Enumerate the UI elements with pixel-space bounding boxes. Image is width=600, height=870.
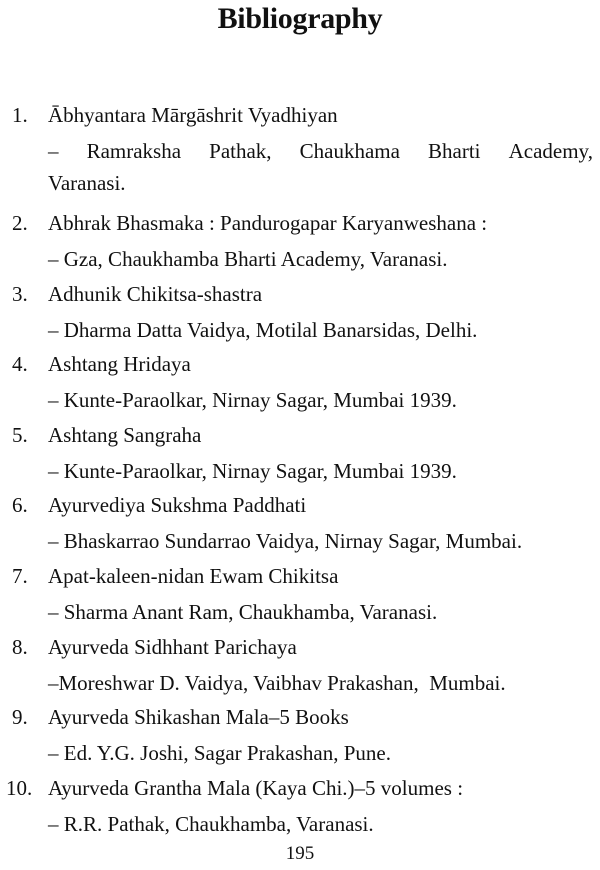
- bibliography-entry: [0, 279, 600, 350]
- bibliography-entry: [0, 773, 600, 844]
- bibliography-entry: [0, 490, 600, 561]
- bibliography-entry: [0, 349, 600, 420]
- page-number: 195: [285, 843, 315, 864]
- detail-word: Pathak,: [209, 139, 272, 163]
- entry-detail: – Sharma Anant Ram, Chaukhamba, Varanasi.: [48, 599, 438, 624]
- entry-detail: –Moreshwar D. Vaidya, Vaibhav Prakashan, Mumbai.: [48, 670, 506, 695]
- bibliography-entry: [0, 561, 600, 632]
- entry-number: 6.: [12, 493, 28, 518]
- entry-detail-continuation: Varanasi.: [48, 171, 126, 195]
- detail-word: –: [48, 139, 59, 163]
- bibliography-entry: [0, 100, 600, 208]
- entry-title: Ashtang Sangraha: [48, 422, 202, 447]
- entry-number: 1.: [12, 103, 28, 127]
- entry-detail: – Bhaskarrao Sundarrao Vaidya, Nirnay Sagar, Mumbai.: [48, 529, 523, 554]
- entry-number: 4.: [12, 352, 28, 377]
- entry-number: 8.: [12, 634, 28, 659]
- detail-word: Ramraksha: [86, 139, 182, 163]
- entry-title: Apat-kaleen-nidan Ewam Chikitsa: [48, 563, 339, 588]
- entry-number: 9.: [12, 705, 28, 730]
- page-title: Bibliography: [217, 2, 383, 35]
- entry-number: 10.: [6, 775, 33, 800]
- entry-number: 3.: [12, 281, 28, 306]
- entry-title: Adhunik Chikitsa-shastra: [48, 281, 263, 306]
- bibliography-entry: [0, 208, 600, 279]
- detail-word: Academy,: [508, 139, 593, 163]
- bibliography-entry: [0, 632, 600, 703]
- entry-title: Ayurveda Shikashan Mala–5 Books: [48, 705, 349, 730]
- bibliography-entry: [0, 420, 600, 491]
- detail-word: Chaukhama: [299, 139, 400, 163]
- entry-detail: – Gza, Chaukhamba Bharti Academy, Varanasi.: [48, 247, 448, 271]
- entry-detail: – Kunte-Paraolkar, Nirnay Sagar, Mumbai 1939.: [48, 388, 457, 413]
- entry-detail: – Kunte-Paraolkar, Nirnay Sagar, Mumbai 1939.: [48, 458, 457, 483]
- bibliography-entry: [0, 702, 600, 773]
- entry-detail: – R.R. Pathak, Chaukhamba, Varanasi.: [48, 811, 374, 836]
- entry-title: Ashtang Hridaya: [48, 352, 191, 377]
- entry-number: 2.: [12, 211, 28, 235]
- entry-detail: – Dharma Datta Vaidya, Motilal Banarsidas, Delhi.: [48, 317, 478, 342]
- entry-title: Ābhyantara Mārgāshrit Vyadhiyan: [48, 103, 338, 127]
- entry-title: Ayurveda Sidhhant Parichaya: [48, 634, 297, 659]
- detail-word: Bharti: [428, 139, 481, 163]
- entry-title: Ayurveda Grantha Mala (Kaya Chi.)–5 volumes :: [48, 775, 464, 800]
- entry-number: 7.: [12, 563, 28, 588]
- entry-number: 5.: [12, 422, 28, 447]
- bibliography-list: [0, 100, 600, 843]
- entry-title: Ayurvediya Sukshma Paddhati: [48, 493, 307, 518]
- entry-detail: [48, 136, 593, 166]
- entry-title: Abhrak Bhasmaka : Pandurogapar Karyanweshana :: [48, 211, 488, 235]
- entry-detail: – Ed. Y.G. Joshi, Sagar Prakashan, Pune.: [48, 741, 391, 766]
